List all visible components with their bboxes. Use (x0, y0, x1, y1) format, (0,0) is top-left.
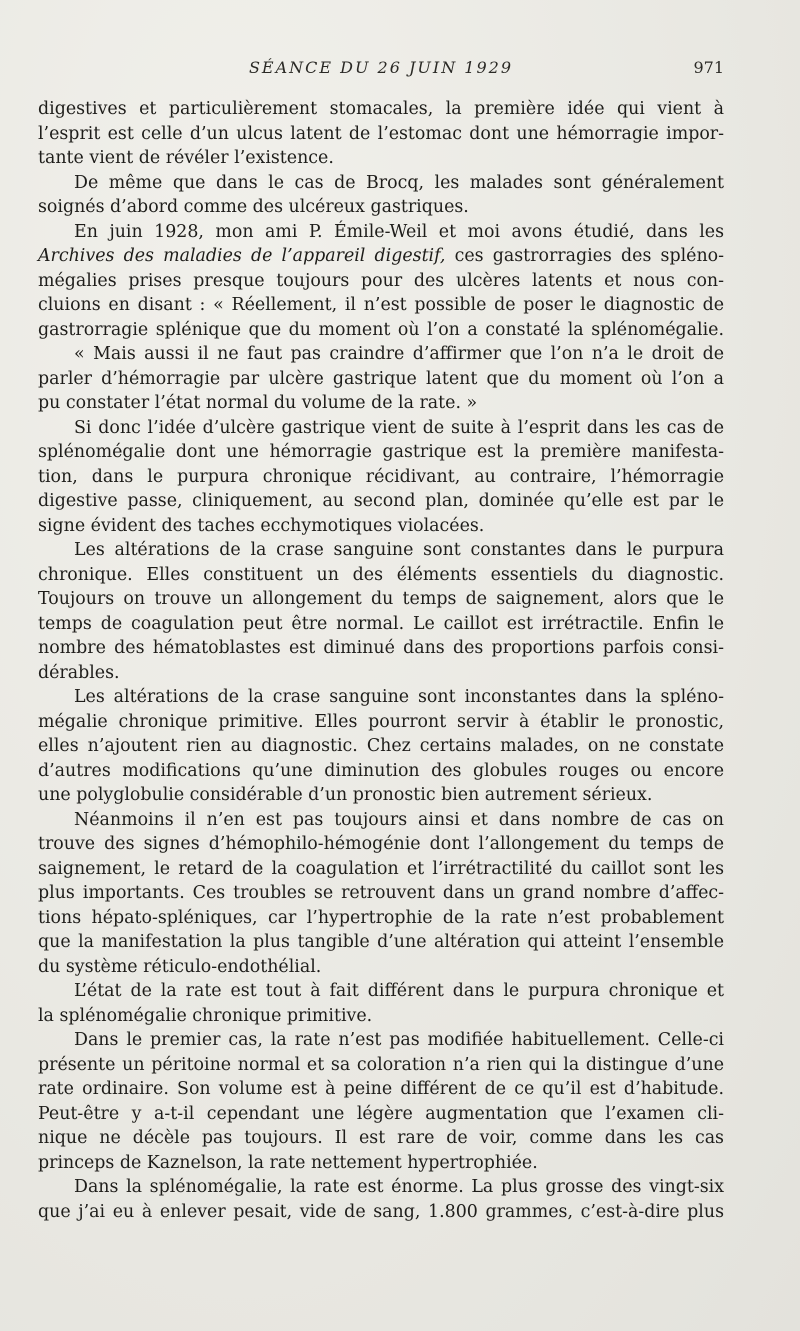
text-line: Dans la splénomégalie, la rate est énorme. La plus grosse des vingt-six (74, 1177, 724, 1197)
text-line: mégalies prises presque toujours pour des ulcères latents et nous con- (38, 270, 724, 291)
text-line: l’esprit est celle d’un ulcus latent de l’estomac dont une hémorragie impor- (38, 123, 724, 144)
text-line: Les altérations de la crase sanguine sont constantes dans le purpura (74, 540, 724, 560)
text-line: cluions en disant : « Réellement, il n’est possible de poser le diagnostic de (38, 295, 724, 315)
text-line: princeps de Kaznelson, la rate nettement hypertrophiée. (38, 1152, 538, 1173)
journal-title: Archives des maladies de l’appareil digestif, (38, 246, 446, 266)
text-line: Les altérations de la crase sanguine sont inconstantes dans la spléno- (74, 687, 724, 707)
text-line: pu constater l’état normal du volume de la rate. » (38, 393, 478, 413)
page-number: 971 (693, 58, 724, 77)
text-line-italic-citation (38, 244, 724, 269)
text-line: digestive passe, cliniquement, au second plan, dominée qu’elle est par le (38, 491, 724, 511)
running-title: SÉANCE DU 26 JUIN 1929 (248, 58, 514, 77)
text-line: Toujours on trouve un allongement du temps de saignement, alors que le (38, 589, 724, 609)
text-line: parler d’hémorragie par ulcère gastrique latent que du moment où l’on a (38, 368, 724, 389)
text-line: Peut-être y a-t-il cependant une légère augmentation que l’examen cli- (38, 1103, 724, 1124)
text-line: que j’ai eu à enlever pesait, vide de sang, 1.800 grammes, c’est-à-dire plus (38, 1201, 724, 1222)
text-line: tion, dans le purpura chronique récidivant, au contraire, l’hémorragie (38, 466, 724, 487)
text-line: trouve des signes d’hémophilo-hémogénie dont l’allongement du temps de (38, 834, 724, 854)
text-line: la splénomégalie chronique primitive. (38, 1005, 373, 1026)
text-line: « Mais aussi il ne faut pas craindre d’affirmer que l’on n’a le droit de (74, 344, 724, 364)
text-line: Dans le premier cas, la rate n’est pas modifiée habituellement. Celle-ci (74, 1030, 724, 1050)
text-line: présente un péritoine normal et sa coloration n’a rien qui la distingue d’une (38, 1054, 724, 1075)
text-fragment: ces gastrorragies des spléno- (445, 246, 724, 266)
text-line: rate ordinaire. Son volume est à peine différent de ce qu’il est d’habitude. (38, 1079, 724, 1099)
text-line: tante vient de révéler l’existence. (38, 148, 334, 168)
text-line: signe évident des taches ecchymotiques violacées. (38, 515, 485, 536)
text-line: gastrorragie splénique que du moment où l’on a constaté la splénomégalie. (38, 319, 724, 340)
text-line: saignement, le retard de la coagulation et l’irrétractilité du caillot sont les (38, 858, 724, 879)
text-line: temps de coagulation peut être normal. Le caillot est irrétractile. Enfin le (38, 613, 724, 634)
text-line: d’autres modifications qu’une diminution des globules rouges ou encore (38, 760, 724, 781)
text-line: une polyglobulie considérable d’un pronostic bien autrement sérieux. (38, 785, 653, 805)
text-line: Néanmoins il n’en est pas toujours ainsi et dans nombre de cas on (74, 809, 724, 830)
text-line: que la manifestation la plus tangible d’une altération qui atteint l’ensemble (38, 932, 724, 952)
running-header (38, 58, 724, 84)
text-line: Si donc l’idée d’ulcère gastrique vient de suite à l’esprit dans les cas de (74, 417, 724, 438)
text-line: En juin 1928, mon ami P. Émile-Weil et moi avons étudié, dans les (74, 221, 724, 242)
body-text (38, 97, 724, 1224)
text-line: chronique. Elles constituent un des éléments essentiels du diagnostic. (38, 564, 724, 585)
text-line: L’état de la rate est tout à fait différent dans le purpura chronique et (74, 981, 724, 1001)
text-line: nombre des hématoblastes est diminué dans des proportions parfois consi- (38, 638, 724, 658)
text-line: splénomégalie dont une hémorragie gastrique est la première manifesta- (38, 442, 724, 462)
text-line: elles n’ajoutent rien au diagnostic. Chez certains malades, on ne constate (38, 736, 724, 756)
text-line: nique ne décèle pas toujours. Il est rare de voir, comme dans les cas (38, 1128, 724, 1148)
text-line: du système réticulo-endothélial. (38, 956, 322, 977)
text-line: mégalie chronique primitive. Elles pourront servir à établir le pronostic, (38, 711, 724, 732)
text-line: digestives et particulièrement stomacales, la première idée qui vient à (38, 99, 724, 119)
text-line: soignés d’abord comme des ulcéreux gastriques. (38, 197, 469, 217)
text-line: dérables. (38, 662, 120, 683)
text-line: De même que dans le cas de Brocq, les malades sont généralement (74, 172, 724, 193)
text-line: plus importants. Ces troubles se retrouvent dans un grand nombre d’affec- (38, 883, 724, 903)
text-line: tions hépato-spléniques, car l’hypertrophie de la rate n’est probablement (38, 907, 724, 928)
